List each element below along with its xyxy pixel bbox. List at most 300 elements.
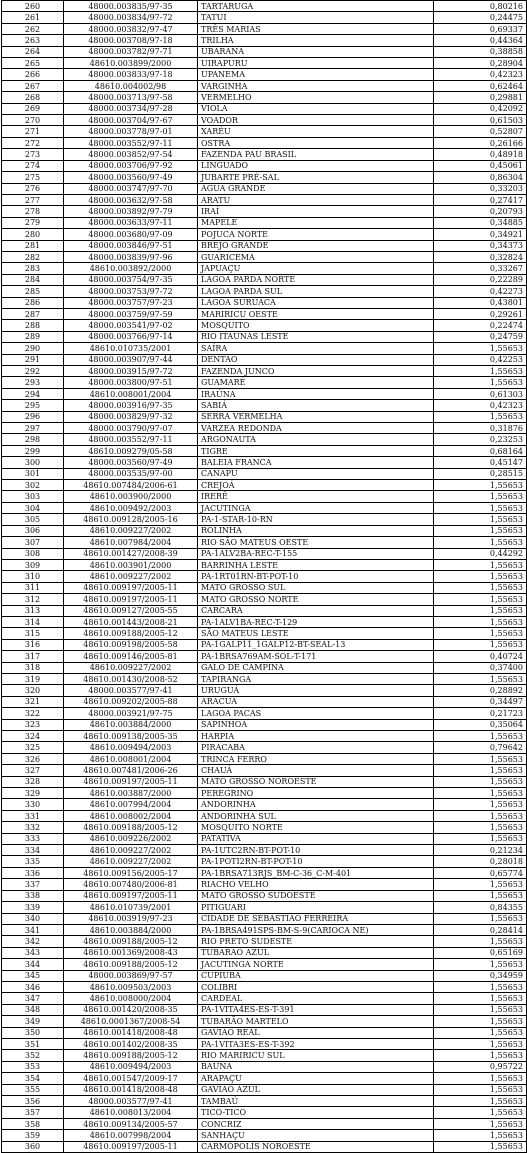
row-number-cell: 344 — [2, 959, 64, 970]
value-cell: 1,55653 — [434, 810, 527, 821]
field-name-cell: PATATIVA — [198, 833, 434, 844]
table-row — [2, 673, 527, 684]
field-name-cell: LAGOA PARDA SUL — [198, 286, 434, 297]
process-number-cell: 48000.003754/97-35 — [64, 274, 198, 285]
table-row — [2, 810, 527, 821]
table-row — [2, 35, 527, 46]
table-row — [2, 343, 527, 354]
value-cell: 0,42323 — [434, 69, 527, 80]
table-row — [2, 913, 527, 924]
row-number-cell: 307 — [2, 537, 64, 548]
field-name-cell: PEREGRINO — [198, 788, 434, 799]
value-cell: 1,55653 — [434, 571, 527, 582]
table-row — [2, 685, 527, 696]
process-number-cell: 48000.003632/97-58 — [64, 194, 198, 205]
field-name-cell: MAPELE — [198, 217, 434, 228]
process-number-cell: 48610.003899/2000 — [64, 58, 198, 69]
row-number-cell: 304 — [2, 502, 64, 513]
field-name-cell: ANDORINHA SUL — [198, 810, 434, 821]
value-cell: 0,26166 — [434, 137, 527, 148]
field-name-cell: UBARANA — [198, 46, 434, 57]
table-row — [2, 229, 527, 240]
row-number-cell: 263 — [2, 35, 64, 46]
table-row — [2, 936, 527, 947]
field-name-cell: VOADOR — [198, 115, 434, 126]
row-number-cell: 290 — [2, 343, 64, 354]
table-row — [2, 331, 527, 342]
process-number-cell: 48610.008001/2004 — [64, 753, 198, 764]
process-number-cell: 48610.009492/2003 — [64, 502, 198, 513]
field-name-cell: MATO GROSSO NOROESTE — [198, 776, 434, 787]
process-number-cell: 48610.009138/2005-35 — [64, 731, 198, 742]
row-number-cell: 299 — [2, 445, 64, 456]
value-cell: 1,55653 — [434, 1016, 527, 1027]
row-number-cell: 339 — [2, 902, 64, 913]
row-number-cell: 324 — [2, 731, 64, 742]
field-name-cell: OSTRA — [198, 137, 434, 148]
process-number-cell: 48000.003747/97-70 — [64, 183, 198, 194]
process-number-cell: 48610.007484/2006-61 — [64, 480, 198, 491]
row-number-cell: 347 — [2, 993, 64, 1004]
table-row — [2, 457, 527, 468]
value-cell: 0,42323 — [434, 400, 527, 411]
field-name-cell: COLIBRI — [198, 981, 434, 992]
value-cell: 0,45061 — [434, 160, 527, 171]
value-cell: 0,22289 — [434, 274, 527, 285]
row-number-cell: 293 — [2, 377, 64, 388]
value-cell: 0,22474 — [434, 320, 527, 331]
process-number-cell: 48610.001402/2008-35 — [64, 1038, 198, 1049]
row-number-cell: 301 — [2, 468, 64, 479]
value-cell: 1,55653 — [434, 936, 527, 947]
value-cell: 1,55653 — [434, 776, 527, 787]
row-number-cell: 348 — [2, 1004, 64, 1015]
field-name-cell: IRAÍ — [198, 206, 434, 217]
table-row — [2, 879, 527, 890]
field-name-cell: MATO GROSSO NORTE — [198, 594, 434, 605]
table-row — [2, 731, 527, 742]
table-row — [2, 23, 527, 34]
field-name-cell: VERMELHO — [198, 92, 434, 103]
process-number-cell: 48000.003800/97-51 — [64, 377, 198, 388]
field-name-cell: RIO ITAÚNAS LESTE — [198, 331, 434, 342]
value-cell: 0,79642 — [434, 742, 527, 753]
row-number-cell: 354 — [2, 1073, 64, 1084]
field-name-cell: CARCARÁ — [198, 605, 434, 616]
row-number-cell: 335 — [2, 856, 64, 867]
process-number-cell: 48610.003900/2000 — [64, 491, 198, 502]
table-row — [2, 194, 527, 205]
process-number-cell: 48610.009226/2002 — [64, 833, 198, 844]
value-cell: 1,55653 — [434, 1004, 527, 1015]
row-number-cell: 322 — [2, 708, 64, 719]
process-number-cell: 48610.001443/2008-21 — [64, 616, 198, 627]
value-cell: 1,55653 — [434, 1038, 527, 1049]
value-cell: 1,55653 — [434, 1130, 527, 1141]
row-number-cell: 333 — [2, 833, 64, 844]
table-row — [2, 639, 527, 650]
row-number-cell: 327 — [2, 765, 64, 776]
field-name-cell: SANHAÇU — [198, 1130, 434, 1141]
value-cell: 1,55653 — [434, 753, 527, 764]
field-name-cell: LINGUADO — [198, 160, 434, 171]
field-name-cell: PA-1UTC2RN-BT-POT-10 — [198, 845, 434, 856]
value-cell: 1,55653 — [434, 639, 527, 650]
process-number-cell: 48610.009227/2002 — [64, 662, 198, 673]
row-number-cell: 308 — [2, 548, 64, 559]
process-number-cell: 48000.003766/97-14 — [64, 331, 198, 342]
table-row — [2, 137, 527, 148]
process-number-cell: 48610.009197/2005-11 — [64, 776, 198, 787]
field-name-cell: JACUTINGA — [198, 502, 434, 513]
table-row — [2, 628, 527, 639]
value-cell: 0,24759 — [434, 331, 527, 342]
value-cell: 1,55653 — [434, 822, 527, 833]
process-number-cell: 48610.009227/2002 — [64, 845, 198, 856]
row-number-cell: 277 — [2, 194, 64, 205]
table-row — [2, 46, 527, 57]
field-name-cell: UPANEMA — [198, 69, 434, 80]
process-number-cell: 48000.003633/97-11 — [64, 217, 198, 228]
field-name-cell: FAZENDA JUNCO — [198, 366, 434, 377]
field-name-cell: HARPIA — [198, 731, 434, 742]
process-number-cell: 48000.003852/97-54 — [64, 149, 198, 160]
field-name-cell: PA-1ALV2BA-REC-T-155 — [198, 548, 434, 559]
field-name-cell: LAGOA PACAS — [198, 708, 434, 719]
value-cell: 1,55653 — [434, 605, 527, 616]
table-row — [2, 366, 527, 377]
row-number-cell: 319 — [2, 673, 64, 684]
table-row — [2, 172, 527, 183]
process-number-cell: 48610.009188/2005-12 — [64, 628, 198, 639]
field-name-cell: TRILHA — [198, 35, 434, 46]
process-number-cell: 48610.008013/2004 — [64, 1107, 198, 1118]
process-number-cell: 48610.003887/2000 — [64, 788, 198, 799]
field-name-cell: PIRACABA — [198, 742, 434, 753]
row-number-cell: 316 — [2, 639, 64, 650]
field-name-cell: PA-1RT01RN-BT-POT-10 — [198, 571, 434, 582]
value-cell: 0,52807 — [434, 126, 527, 137]
table-row — [2, 571, 527, 582]
value-cell: 0,24475 — [434, 12, 527, 23]
table-row — [2, 1084, 527, 1095]
value-cell: 1,55653 — [434, 525, 527, 536]
value-cell: 0,44364 — [434, 35, 527, 46]
field-name-cell: TATUI — [198, 12, 434, 23]
value-cell: 0,42273 — [434, 286, 527, 297]
field-name-cell: CIDADE DE SEBASTIÃO FERREIRA — [198, 913, 434, 924]
table-row — [2, 799, 527, 810]
field-name-cell: SABIÁ — [198, 400, 434, 411]
row-number-cell: 280 — [2, 229, 64, 240]
field-name-cell: VARGINHA — [198, 80, 434, 91]
process-number-cell: 48610.009197/2005-11 — [64, 890, 198, 901]
value-cell: 1,55653 — [434, 480, 527, 491]
row-number-cell: 294 — [2, 388, 64, 399]
process-number-cell: 48000.003916/97-35 — [64, 400, 198, 411]
fields-table — [1, 0, 527, 1153]
value-cell: 0,86304 — [434, 172, 527, 183]
row-number-cell: 281 — [2, 240, 64, 251]
table-row — [2, 993, 527, 1004]
field-name-cell: CHAUÁ — [198, 765, 434, 776]
row-number-cell: 346 — [2, 981, 64, 992]
row-number-cell: 317 — [2, 651, 64, 662]
row-number-cell: 353 — [2, 1061, 64, 1072]
process-number-cell: 48610.003884/2000 — [64, 924, 198, 935]
row-number-cell: 279 — [2, 217, 64, 228]
field-name-cell: JAPUAÇU — [198, 263, 434, 274]
process-number-cell: 48610.009494/2003 — [64, 1061, 198, 1072]
table-row — [2, 400, 527, 411]
field-name-cell: TRÊS MARIAS — [198, 23, 434, 34]
row-number-cell: 262 — [2, 23, 64, 34]
process-number-cell: 48610.001427/2008-39 — [64, 548, 198, 559]
field-name-cell: ARGONAUTA — [198, 434, 434, 445]
table-row — [2, 548, 527, 559]
table-row — [2, 959, 527, 970]
row-number-cell: 302 — [2, 480, 64, 491]
process-number-cell: 48610.009198/2005-58 — [64, 639, 198, 650]
row-number-cell: 289 — [2, 331, 64, 342]
value-cell: 0,21234 — [434, 845, 527, 856]
table-row — [2, 183, 527, 194]
process-number-cell: 48610.003884/2000 — [64, 719, 198, 730]
process-number-cell: 48000.003829/97-32 — [64, 411, 198, 422]
process-number-cell: 48000.003552/97-11 — [64, 137, 198, 148]
process-number-cell: 48610.007481/2006-26 — [64, 765, 198, 776]
process-number-cell: 48000.003835/97-35 — [64, 1, 198, 12]
field-name-cell: GUARICEMA — [198, 251, 434, 262]
process-number-cell: 48000.003577/97-41 — [64, 685, 198, 696]
process-number-cell: 48000.003734/97-28 — [64, 103, 198, 114]
value-cell: 1,55653 — [434, 411, 527, 422]
row-number-cell: 267 — [2, 80, 64, 91]
row-number-cell: 341 — [2, 924, 64, 935]
value-cell: 1,55653 — [434, 959, 527, 970]
field-name-cell: PA-1ALV1BA-REC-T-129 — [198, 616, 434, 627]
table-row — [2, 354, 527, 365]
process-number-cell: 48000.003869/97-57 — [64, 970, 198, 981]
value-cell: 1,55653 — [434, 377, 527, 388]
row-number-cell: 303 — [2, 491, 64, 502]
table-row — [2, 251, 527, 262]
process-number-cell: 48610.009127/2005-55 — [64, 605, 198, 616]
field-name-cell: PA-1BRSA713RJS_BM-C-36_C-M-401 — [198, 867, 434, 878]
table-row — [2, 970, 527, 981]
row-number-cell: 314 — [2, 616, 64, 627]
process-number-cell: 48000.003892/97-79 — [64, 206, 198, 217]
value-cell: 0,34497 — [434, 696, 527, 707]
field-name-cell: ANDORINHA — [198, 799, 434, 810]
table-row — [2, 525, 527, 536]
field-name-cell: ARATU — [198, 194, 434, 205]
row-number-cell: 337 — [2, 879, 64, 890]
value-cell: 0,27417 — [434, 194, 527, 205]
process-number-cell: 48000.003921/97-75 — [64, 708, 198, 719]
process-number-cell: 48000.003907/97-44 — [64, 354, 198, 365]
value-cell: 0,29881 — [434, 92, 527, 103]
value-cell: 0,34885 — [434, 217, 527, 228]
value-cell: 0,45147 — [434, 457, 527, 468]
process-number-cell: 48610.010739/2001 — [64, 902, 198, 913]
field-name-cell: GALO DE CAMPINA — [198, 662, 434, 673]
process-number-cell: 48000.003560/97-49 — [64, 172, 198, 183]
table-row — [2, 822, 527, 833]
table-row — [2, 1038, 527, 1049]
row-number-cell: 338 — [2, 890, 64, 901]
value-cell: 1,55653 — [434, 788, 527, 799]
row-number-cell: 360 — [2, 1141, 64, 1152]
table-row — [2, 1130, 527, 1141]
process-number-cell: 48000.003915/97-72 — [64, 366, 198, 377]
process-number-cell: 48610.007984/2004 — [64, 537, 198, 548]
process-number-cell: 48610.001430/2008-52 — [64, 673, 198, 684]
field-name-cell: FAZENDA PAU BRASIL — [198, 149, 434, 160]
table-row — [2, 58, 527, 69]
value-cell: 0,42253 — [434, 354, 527, 365]
process-number-cell: 48000.003790/97-07 — [64, 423, 198, 434]
row-number-cell: 350 — [2, 1027, 64, 1038]
field-name-cell: CARMÓPOLIS NOROESTE — [198, 1141, 434, 1152]
row-number-cell: 323 — [2, 719, 64, 730]
row-number-cell: 357 — [2, 1107, 64, 1118]
process-number-cell: 48000.003833/97-18 — [64, 69, 198, 80]
field-name-cell: ÁGUA GRANDE — [198, 183, 434, 194]
process-number-cell: 48610.004002/98 — [64, 80, 198, 91]
process-number-cell: 48610.001369/2008-43 — [64, 947, 198, 958]
process-number-cell: 48000.003708/97-18 — [64, 35, 198, 46]
field-name-cell: TARTARUGA — [198, 1, 434, 12]
value-cell: 0,28892 — [434, 685, 527, 696]
process-number-cell: 48000.003560/97-49 — [64, 457, 198, 468]
field-name-cell: TICO-TICO — [198, 1107, 434, 1118]
table-row — [2, 445, 527, 456]
field-name-cell: ROLINHA — [198, 525, 434, 536]
value-cell: 0,28018 — [434, 856, 527, 867]
value-cell: 0,80216 — [434, 1, 527, 12]
value-cell: 1,55653 — [434, 833, 527, 844]
row-number-cell: 306 — [2, 525, 64, 536]
process-number-cell: 48610.009197/2005-11 — [64, 594, 198, 605]
row-number-cell: 320 — [2, 685, 64, 696]
process-number-cell: 48610.001547/2009-17 — [64, 1073, 198, 1084]
row-number-cell: 318 — [2, 662, 64, 673]
value-cell: 1,55653 — [434, 890, 527, 901]
process-number-cell: 48000.003577/97-41 — [64, 1096, 198, 1107]
table-row — [2, 491, 527, 502]
process-number-cell: 48610.007994/2004 — [64, 799, 198, 810]
table-row — [2, 1141, 527, 1152]
table-row — [2, 1016, 527, 1027]
row-number-cell: 264 — [2, 46, 64, 57]
value-cell: 0,42092 — [434, 103, 527, 114]
table-row — [2, 468, 527, 479]
row-number-cell: 265 — [2, 58, 64, 69]
field-name-cell: RIACHO VELHO — [198, 879, 434, 890]
field-name-cell: MATO GROSSO SUDOESTE — [198, 890, 434, 901]
table-row — [2, 845, 527, 856]
row-number-cell: 349 — [2, 1016, 64, 1027]
value-cell: 0,65774 — [434, 867, 527, 878]
value-cell: 1,55653 — [434, 993, 527, 1004]
field-name-cell: XARÉU — [198, 126, 434, 137]
table-row — [2, 981, 527, 992]
field-name-cell: PITIGUARI — [198, 902, 434, 913]
table-row — [2, 856, 527, 867]
field-name-cell: PA-1VITA3ES-ES-T-392 — [198, 1038, 434, 1049]
table-body — [2, 1, 527, 1153]
row-number-cell: 276 — [2, 183, 64, 194]
field-name-cell: PA-1-STAR-10-RN — [198, 514, 434, 525]
table-row — [2, 103, 527, 114]
process-number-cell: 48610.007998/2004 — [64, 1130, 198, 1141]
process-number-cell: 48610.009227/2002 — [64, 571, 198, 582]
table-row — [2, 594, 527, 605]
process-number-cell: 48610.009227/2002 — [64, 856, 198, 867]
field-name-cell: MARIRICU OESTE — [198, 308, 434, 319]
table-row — [2, 537, 527, 548]
value-cell: 1,55653 — [434, 559, 527, 570]
process-number-cell: 48610.009202/2005-88 — [64, 696, 198, 707]
process-number-cell: 48610.009494/2003 — [64, 742, 198, 753]
row-number-cell: 352 — [2, 1050, 64, 1061]
process-number-cell: 48610.009128/2005-16 — [64, 514, 198, 525]
value-cell: 1,55653 — [434, 913, 527, 924]
row-number-cell: 275 — [2, 172, 64, 183]
field-name-cell: MOSQUITO — [198, 320, 434, 331]
value-cell: 1,55653 — [434, 537, 527, 548]
value-cell: 1,55653 — [434, 582, 527, 593]
row-number-cell: 359 — [2, 1130, 64, 1141]
table-row — [2, 69, 527, 80]
process-number-cell: 48610.001420/2008-35 — [64, 1004, 198, 1015]
process-number-cell: 48000.003706/97-92 — [64, 160, 198, 171]
field-name-cell: BARRINHA LESTE — [198, 559, 434, 570]
field-name-cell: IRERÊ — [198, 491, 434, 502]
row-number-cell: 261 — [2, 12, 64, 23]
table-row — [2, 651, 527, 662]
process-number-cell: 48610.008001/2004 — [64, 388, 198, 399]
field-name-cell: GAVIÃO AZUL — [198, 1084, 434, 1095]
value-cell: 1,55653 — [434, 366, 527, 377]
process-number-cell: 48000.003846/97-51 — [64, 240, 198, 251]
process-number-cell: 48610.009197/2005-11 — [64, 1141, 198, 1152]
value-cell: 1,55653 — [434, 1107, 527, 1118]
row-number-cell: 343 — [2, 947, 64, 958]
row-number-cell: 358 — [2, 1118, 64, 1129]
row-number-cell: 273 — [2, 149, 64, 160]
process-number-cell: 48610.009188/2005-12 — [64, 959, 198, 970]
row-number-cell: 356 — [2, 1096, 64, 1107]
value-cell: 1,55653 — [434, 502, 527, 513]
value-cell: 0,44292 — [434, 548, 527, 559]
value-cell: 1,55653 — [434, 1096, 527, 1107]
row-number-cell: 309 — [2, 559, 64, 570]
row-number-cell: 260 — [2, 1, 64, 12]
table-row — [2, 742, 527, 753]
row-number-cell: 351 — [2, 1038, 64, 1049]
value-cell: 1,55653 — [434, 514, 527, 525]
row-number-cell: 269 — [2, 103, 64, 114]
value-cell: 0,95722 — [434, 1061, 527, 1072]
field-name-cell: CANAPU — [198, 468, 434, 479]
row-number-cell: 311 — [2, 582, 64, 593]
value-cell: 1,55653 — [434, 1141, 527, 1152]
table-row — [2, 308, 527, 319]
field-name-cell: CARDEAL — [198, 993, 434, 1004]
table-row — [2, 126, 527, 137]
